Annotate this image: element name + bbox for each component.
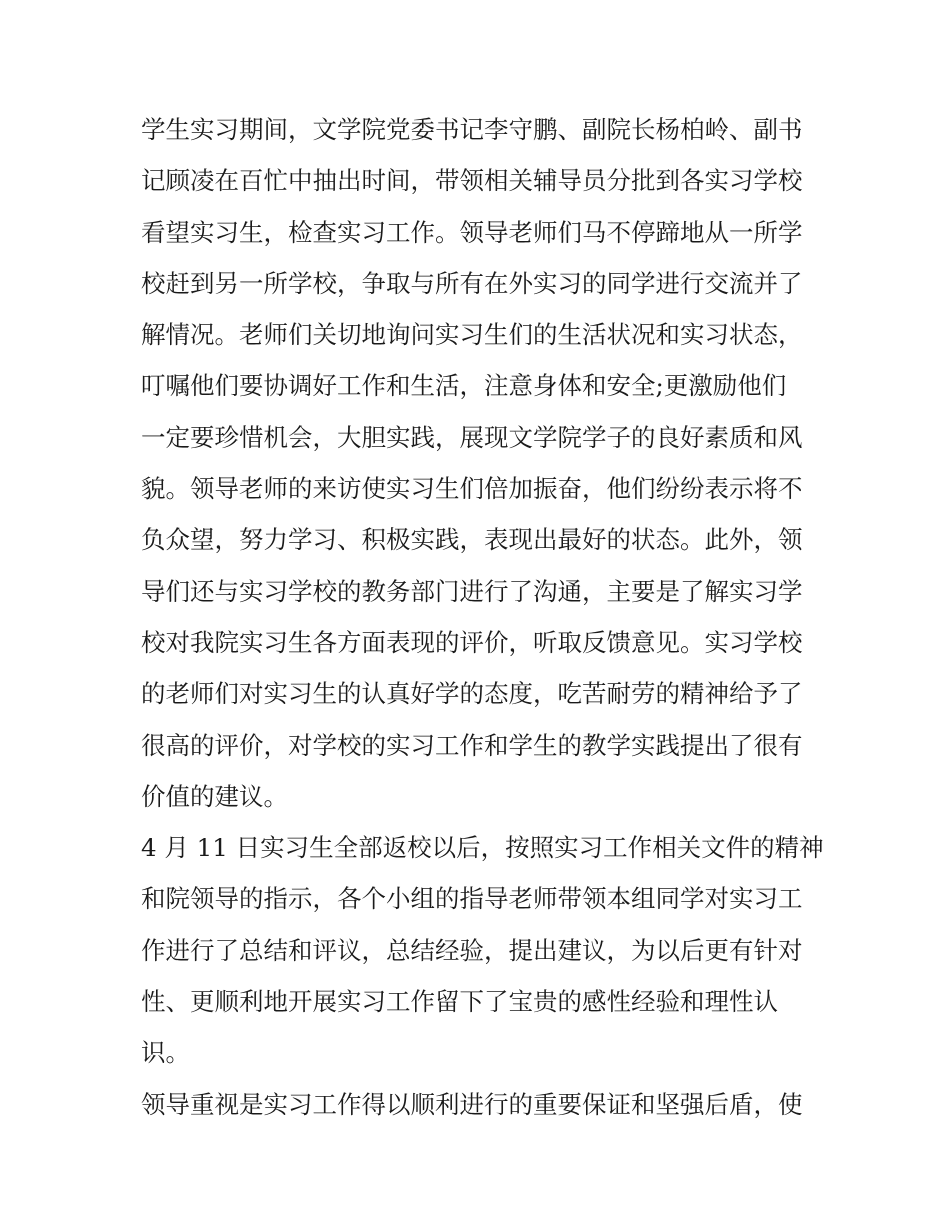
text-line: 价值的建议。 — [141, 781, 288, 811]
text-line: 领导重视是实习工作得以顺利进行的重要保证和坚强后盾，使 — [141, 1089, 803, 1119]
text-line: 校赶到另一所学校，争取与所有在外实习的同学进行交流并了 — [141, 268, 803, 298]
text-line: 负众望，努力学习、积极实践，表现出最好的状态。此外，领 — [141, 525, 803, 555]
text-line: 性、更顺利地开展实习工作留下了宝贵的感性经验和理性认 — [141, 987, 778, 1017]
text-line: 的老师们对实习生的认真好学的态度，吃苦耐劳的精神给予了 — [141, 679, 803, 709]
paragraph-2 — [141, 822, 824, 1078]
text-line: 记顾凌在百忙中抽出时间，带领相关辅导员分批到各实习学校 — [141, 166, 803, 196]
text-line: 一定要珍惜机会，大胆实践，展现文学院学子的良好素质和风 — [141, 422, 803, 452]
text-line: 学生实习期间，文学院党委书记李守鹏、副院长杨柏岭、副书 — [141, 115, 803, 144]
text-line: 很高的评价，对学校的实习工作和学生的教学实践提出了很有 — [141, 730, 803, 760]
text-line: 作进行了总结和评议，总结经验，提出建议，为以后更有针对 — [141, 935, 803, 965]
text-line: 貌。领导老师的来访使实习生们倍加振奋，他们纷纷表示将不 — [141, 474, 803, 504]
text-line: 解情况。老师们关切地询问实习生们的生活状况和实习状态， — [141, 320, 803, 350]
text-line: 4 月 11 日实习生全部返校以后，按照实习工作相关文件的精神 — [141, 833, 824, 863]
text-line: 看望实习生，检查实习工作。领导老师们马不停蹄地从一所学 — [141, 217, 803, 247]
text-line: 导们还与实习学校的教务部门进行了沟通，主要是了解实习学 — [141, 576, 803, 606]
text-line: 和院领导的指示，各个小组的指导老师带领本组同学对实习工 — [141, 884, 803, 914]
text-line: 识。 — [141, 1038, 190, 1068]
text-line: 校对我院实习生各方面表现的评价，听取反馈意见。实习学校 — [141, 627, 803, 657]
text-line: 叮嘱他们要协调好工作和生活，注意身体和安全;更激励他们 — [141, 371, 787, 401]
paragraph-3 — [141, 1079, 821, 1130]
paragraph-1 — [141, 104, 821, 822]
document-body — [141, 104, 824, 1130]
